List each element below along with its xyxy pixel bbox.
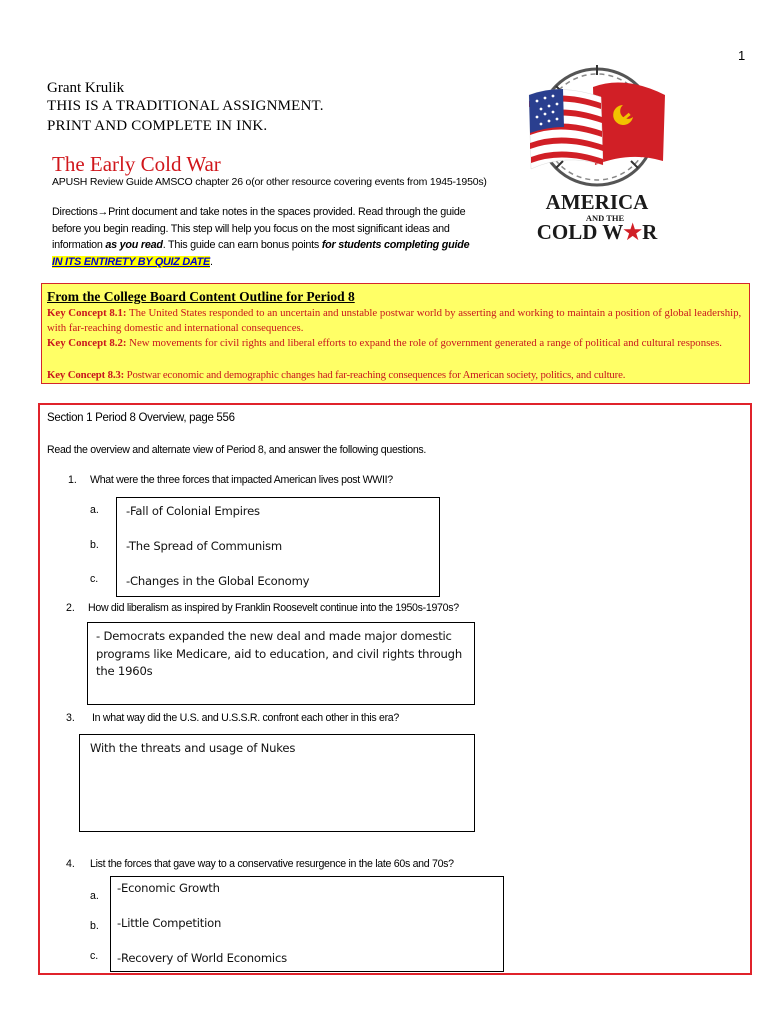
key-concept-text: Postwar economic and demographic changes had far-reaching consequences for American society, politics, and culture. [124, 369, 626, 381]
logo-text-and-the: AND THE [585, 213, 625, 223]
document-title: The Early Cold War [52, 152, 221, 176]
question-1-text: What were the three forces that impacted American lives post WWII? [90, 474, 393, 486]
key-concept-8-2 [47, 336, 747, 351]
question-2-answer[interactable]: - Democrats expanded the new deal and made major domestic programs like Medicare, aid to education, and civil rights through the 1960s [96, 629, 462, 678]
key-concept-label: Key Concept 8.2: [47, 337, 127, 349]
question-1-answer-b[interactable]: -The Spread of Communism [126, 539, 282, 553]
logo-text-america: AMERICA [545, 190, 649, 214]
key-concept-text: New movements for civil rights and liberal efforts to expand the role of government generated a range of political and cultural responses. [126, 337, 723, 349]
directions-text-1: Print document and take notes in the spaces provided. Read through the guide before you begin reading. This step will help you focus on the most significant ideas and information [52, 206, 466, 251]
question-4-answer-b[interactable]: -Little Competition [117, 916, 222, 930]
question-4-letter-c: c. [90, 950, 99, 962]
key-concept-label: Key Concept 8.3: [47, 369, 125, 381]
question-3-number: 3. [66, 712, 75, 724]
key-concept-8-1 [47, 306, 747, 335]
logo-artwork-icon [505, 65, 690, 245]
question-4-answer-a[interactable]: -Economic Growth [117, 881, 220, 895]
assignment-type-line: THIS IS A TRADITIONAL ASSIGNMENT. [47, 98, 324, 114]
student-name: Grant Krulik [47, 80, 125, 96]
question-1-answer-c[interactable]: -Changes in the Global Economy [126, 574, 310, 588]
directions-italic-2: for students completing guide [321, 239, 470, 251]
question-1-number: 1. [68, 474, 77, 486]
print-instructions-line: PRINT AND COMPLETE IN INK. [47, 118, 268, 134]
deadline-highlight: IN ITS ENTIRETY BY QUIZ DATE [52, 255, 210, 268]
arrow-icon: → [97, 206, 109, 218]
directions-text-2: . This guide can earn bonus points [162, 239, 322, 251]
directions-label: Directions [52, 206, 98, 218]
logo-text-cold-w: COLD W [536, 220, 624, 244]
question-2-text: How did liberalism as inspired by Franklin Roosevelt continue into the 1950s-1970s? [88, 602, 459, 614]
america-cold-war-logo [505, 65, 690, 245]
college-board-heading: From the College Board Content Outline for Period 8 [47, 289, 355, 304]
question-1-answer-a[interactable]: -Fall of Colonial Empires [126, 504, 260, 518]
section-heading: Section 1 Period 8 Overview, page 556 [47, 412, 235, 424]
logo-star-icon: ★ [623, 220, 643, 244]
page-number: 1 [738, 48, 746, 63]
logo-text-r: R [642, 220, 658, 244]
key-concept-text: The United States responded to an uncertain and unstable postwar world by asserting and working to maintain a position of global leadership, with far-reaching domestic and international consequences. [47, 307, 742, 334]
document-subtitle: APUSH Review Guide AMSCO chapter 26 o(or other resource covering events from 1945-1950s) [52, 176, 487, 188]
question-1-letter-c: c. [90, 573, 99, 585]
question-4-answer-c[interactable]: -Recovery of World Economics [117, 951, 287, 965]
directions-end: . [209, 255, 213, 268]
key-concept-label: Key Concept 8.1: [47, 307, 127, 319]
question-4-number: 4. [66, 858, 75, 870]
question-4-letter-b: b. [90, 920, 99, 932]
question-3-answer[interactable]: With the threats and usage of Nukes [90, 741, 296, 755]
question-4-text: List the forces that gave way to a conservative resurgence in the late 60s and 70s? [90, 858, 454, 870]
logo-text-cold-war [537, 220, 658, 244]
key-concept-8-3 [47, 368, 747, 383]
question-2-number: 2. [66, 602, 75, 614]
directions-paragraph [52, 204, 482, 270]
section-instructions: Read the overview and alternate view of Period 8, and answer the following questions. [47, 444, 427, 456]
question-1-letter-b: b. [90, 539, 99, 551]
question-4-letter-a: a. [90, 890, 99, 902]
directions-italic-1: as you read [105, 239, 163, 251]
question-3-text: In what way did the U.S. and U.S.S.R. confront each other in this era? [92, 712, 399, 724]
question-1-letter-a: a. [90, 504, 99, 516]
